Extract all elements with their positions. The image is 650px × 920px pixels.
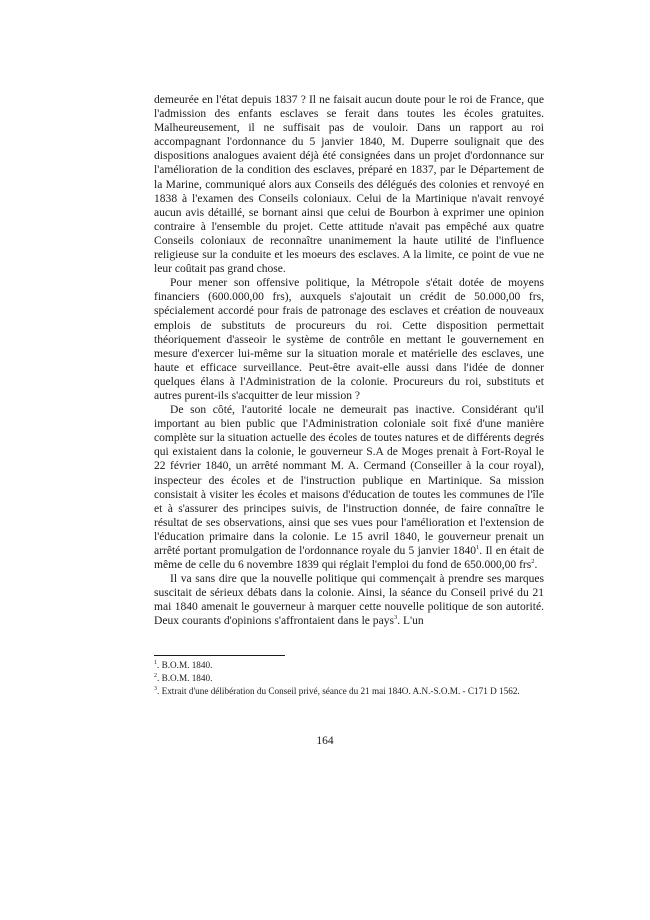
footnote-ref-3[interactable]: 3 (393, 614, 398, 622)
footnote-2 (154, 673, 544, 684)
footnote-divider (154, 655, 285, 656)
paragraph-text: demeurée en l'état depuis 1837 ? Il ne faisait aucun doute pour le roi de France, que l'admission des enfants esclaves se ferait dans toutes les écoles gratuites. Malheureusement, il ne suffisait pas de vouloir. Dans un rapport au roi accompagnant l'ordonnance du 5 janvier 1840, M. Duperre soulignait que des dispositions analogues avaient déjà été consignées dans un projet d'ordonnance sur l'amélioration de la condition des esclaves, préparé en 1837, par le Département de la Marine, communiqué alors aux Conseils des délégués des colonies et renvoyé en 1838 à l'examen des Conseils coloniaux. Celui de la Martinique n'avait renvoyé aucun avis détaillé, se bornant ainsi que celui de Bourbon à exprimer une opinion contraire à l'ensemble du projet. Cette attitude n'avait pas empêché aux quatre Conseils coloniaux de reconnaître unanimement la haute utilité de l'influence religieuse sur la conduite et les moeurs des esclaves. A la limite, ce point de vue ne leur coûtait pas grand chose. (154, 94, 544, 276)
paragraph-text: . L'un (397, 615, 424, 628)
paragraph-text: . (534, 559, 538, 572)
paragraph-text: Pour mener son offensive politique, la Métropole s'était dotée de moyens financiers (600.000,00 frs), auxquels s'ajoutait un crédit de 50.000,00 frs, spécialement accordé pour frais de patronage des esclaves et création de nouveaux emplois de substituts de procureurs du roi. Cette disposition permettait théoriquement d'asseoir le système de contrôle en mettant le gouvernement en mesure d'exercer lui-même sur la situation morale et matérielle des esclaves, une haute et efficace surveillance. Peut-être avait-elle aussi dans l'idée de donner quelques élans à l'Administration de la colonie. Procureurs du roi, substituts et autres purent-ils s'acquitter de leur mission ? (154, 277, 544, 402)
page-number: 164 (316, 735, 334, 747)
footnote-text: . B.O.M. 1840. (157, 660, 213, 670)
paragraph-2 (154, 276, 544, 403)
paragraph-text: Il va sans dire que la nouvelle politique qui commençait à prendre ses marques suscitait de sérieux débats dans la colonie. Ainsi, la séance du Conseil privé du 21 mai 1840 amenait le gouverneur à marquer cette nouvelle politique de son autorité. Deux courants d'opinions s'affrontaient dans le pays (154, 573, 544, 628)
paragraph-4 (154, 572, 544, 628)
footnote-mark: 1 (154, 659, 157, 666)
paragraph-text: De son côté, l'autorité locale ne demeurait pas inactive. Considérant qu'il important au bien public que l'Administration coloniale soit fixé d'une manière complète sur la situation actuelle des écoles de toutes natures et de différents degrés qui existaient dans la colonie, le gouverneur S.A de Moges prenait à Fort-Royal le 22 février 1840, un arrêté nommant M. A. Cermand (Conseiller à la cour royal), inspecteur des écoles et de l'instruction publique en Martinique. Sa mission consistait à visiter les écoles et maisons d'éducation de toutes les communes de l'île et à s'assurer des principes suivis, de l'instruction donnée, de faire connaître le résultat de ses observations, ainsi que ses vues pour l'amélioration et l'extension de l'éducation primaire dans la colonie. Le 15 avril 1840, le gouverneur prenait un arrêté portant promulgation de l'ordonnance royale du 5 janvier 1840 (154, 404, 544, 557)
footnote-3 (154, 686, 544, 697)
footnote-text: . Extrait d'une délibération du Conseil privé, séance du 21 mai 184O. A.N.-S.O.M. - C171 D 1562. (157, 685, 520, 696)
footnote-mark: 3 (154, 685, 157, 692)
footnote-1 (154, 660, 544, 671)
footnote-ref-2[interactable]: 2 (531, 558, 535, 566)
footnote-text: . B.O.M. 1840. (157, 672, 213, 683)
footnote-mark: 2 (154, 672, 157, 679)
footnote-ref-1[interactable]: 1 (476, 544, 480, 552)
paragraph-text: . Il en était de même de celle du 6 novembre 1839 qui réglait l'emploi du fond de 650.000,00 frs (154, 545, 544, 572)
body-text (154, 93, 544, 629)
footnotes (154, 660, 544, 698)
paragraph-1 (154, 93, 544, 276)
paragraph-3 (154, 403, 544, 572)
